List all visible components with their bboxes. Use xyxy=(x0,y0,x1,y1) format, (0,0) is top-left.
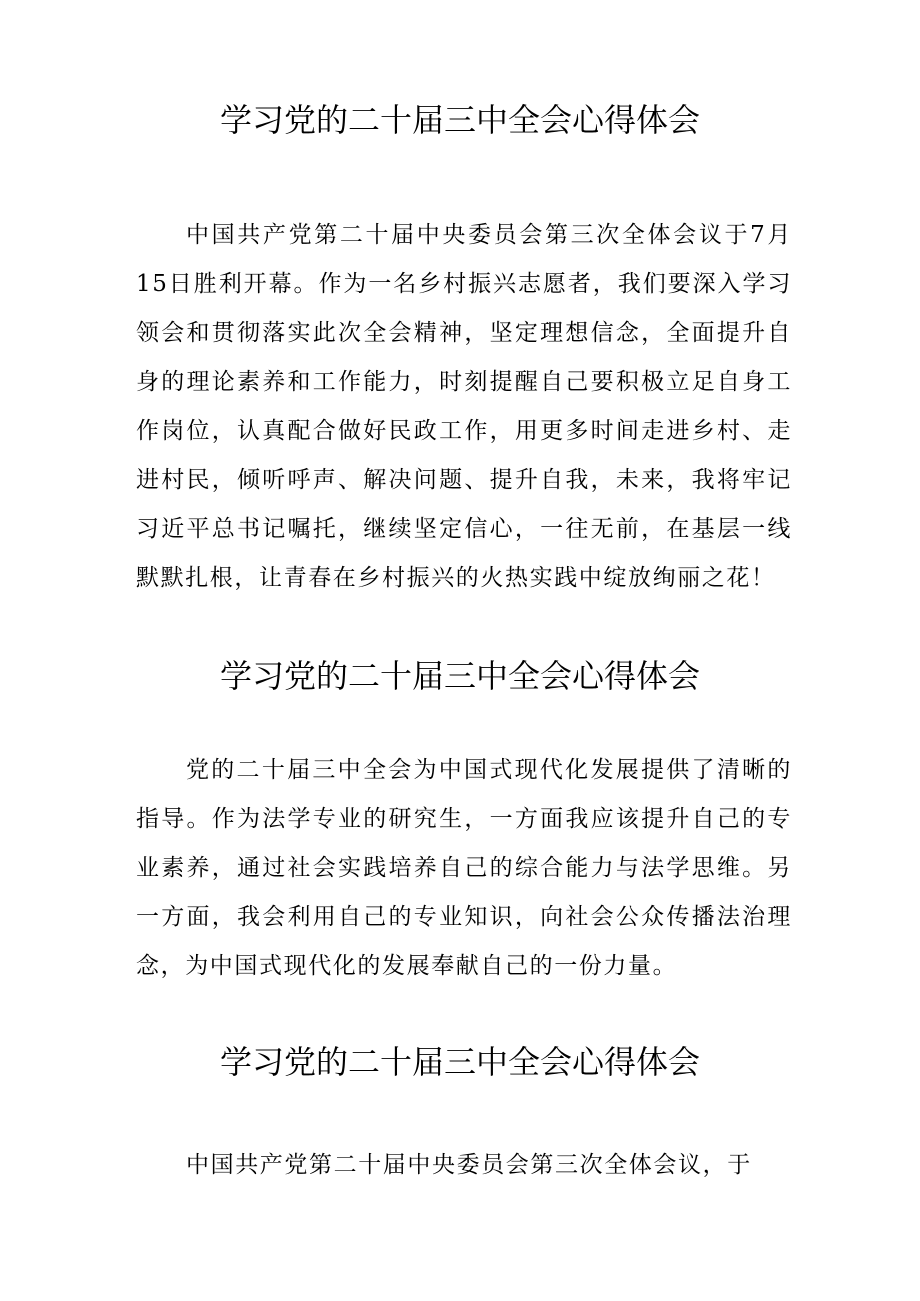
section-3-title: 学习党的二十届三中全会心得体会 xyxy=(219,1043,700,1081)
section-1-body: 中国共产党第二十届中央委员会第三次全体会议于7月15日胜利开幕。作为一名乡村振兴志愿者，我们要深入学习领会和贯彻落实此次全会精神，坚定理想信念，全面提升自身的理论素养和工作能力，时刻提醒自己要积极立足自身工作岗位，认真配合做好民政工作，用更多时间走进乡村、走进村民，倾听呼声、解决问题、提升自我，未来，我将牢记习近平总书记嘱托，继续坚定信心，一往无前，在基层一线默默扎根，让青春在乡村振兴的火热实践中绽放绚丽之花！ xyxy=(136,222,792,591)
section-2-title: 学习党的二十届三中全会心得体会 xyxy=(219,657,700,695)
section-1-title: 学习党的二十届三中全会心得体会 xyxy=(219,101,700,139)
section-2-body: 党的二十届三中全会为中国式现代化发展提供了清晰的指导。作为法学专业的研究生，一方面我应该提升自己的专业素养，通过社会实践培养自己的综合能力与法学思维。另一方面，我会利用自己的专业知识，向社会公众传播法治理念，为中国式现代化的发展奉献自己的一份力量。 xyxy=(136,757,792,979)
section-3-body: 中国共产党第二十届中央委员会第三次全体会议，于 xyxy=(186,1152,752,1178)
